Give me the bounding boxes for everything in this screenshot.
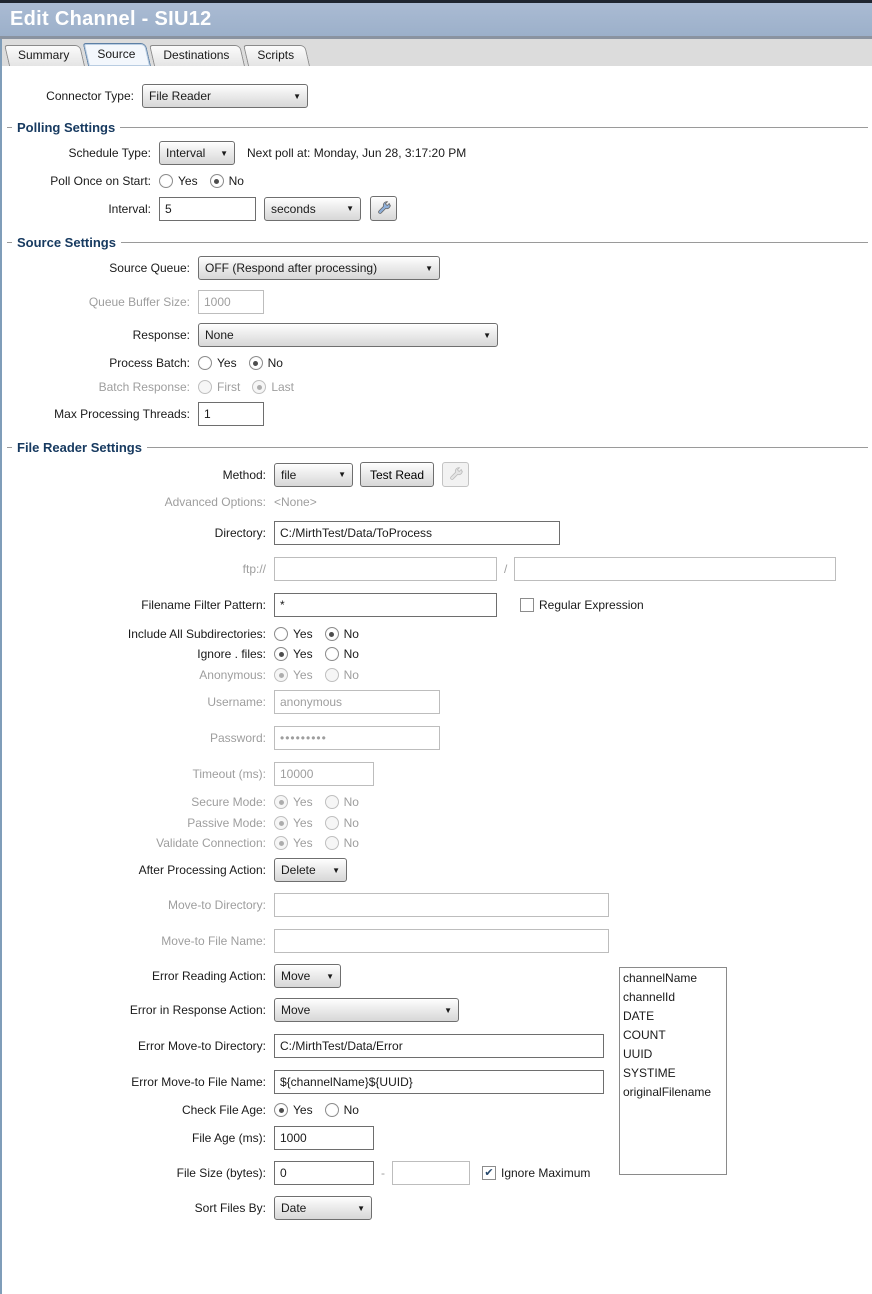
move-to-file-name-input	[274, 929, 609, 953]
row-move-to-directory	[2, 893, 872, 917]
validate-connection-yes-radio	[274, 836, 288, 850]
passive-mode-label: Passive Mode:	[187, 816, 266, 830]
row-error-move-name	[2, 1070, 872, 1094]
poll-once-no-radio[interactable]	[210, 174, 224, 188]
page-title: Edit Channel - SIU12	[10, 8, 212, 30]
ignore-maximum-checkbox[interactable]: ✔	[482, 1166, 496, 1180]
interval-unit-select[interactable]: seconds ▼	[264, 197, 361, 221]
error-response-action-label: Error in Response Action:	[129, 1003, 266, 1017]
list-item[interactable]: COUNT	[623, 1028, 666, 1042]
row-ftp	[2, 557, 872, 581]
validate-connection-label: Validate Connection:	[156, 836, 266, 850]
sort-by-select[interactable]: Date ▼	[274, 1196, 372, 1220]
move-to-file-name-label: Move-to File Name:	[161, 934, 266, 948]
row-queue-buffer-size	[2, 290, 872, 314]
list-item[interactable]: DATE	[623, 1009, 655, 1023]
tab-scripts[interactable]: Scripts	[248, 45, 310, 66]
window-titlebar	[0, 0, 872, 39]
advanced-method-settings-button	[442, 462, 469, 487]
list-item[interactable]: channelName	[623, 971, 698, 985]
move-to-directory-input	[274, 893, 609, 917]
batch-response-label: Batch Response:	[98, 380, 190, 394]
process-batch-label: Process Batch:	[109, 356, 190, 370]
interval-label: Interval:	[108, 201, 151, 216]
row-validate-connection: Validate Connection: Yes No	[2, 836, 872, 850]
anonymous-label: Anonymous:	[199, 668, 266, 682]
row-filename-filter	[2, 593, 872, 617]
process-batch-yes-radio[interactable]	[198, 356, 212, 370]
timeout-label: Timeout (ms):	[192, 767, 266, 781]
batch-response-last-radio	[252, 380, 266, 394]
method-label: Method:	[222, 467, 266, 482]
advanced-options-value: <None>	[274, 495, 317, 509]
check-file-age-no-radio[interactable]	[325, 1103, 339, 1117]
chevron-down-icon: ▼	[338, 470, 346, 479]
error-response-action-select[interactable]: Move ▼	[274, 998, 459, 1022]
row-poll-once: Poll Once on Start: Yes No	[2, 174, 872, 188]
connector-type-select[interactable]: File Reader ▼	[142, 84, 308, 108]
source-settings-title: Source Settings	[17, 234, 116, 250]
connector-type-label: Connector Type:	[46, 89, 134, 103]
ignore-maximum-label: Ignore Maximum	[501, 1166, 591, 1180]
file-age-label: File Age (ms):	[191, 1131, 266, 1145]
error-move-name-label: Error Move-to File Name:	[131, 1075, 266, 1089]
anonymous-yes-radio	[274, 668, 288, 682]
row-anonymous: Anonymous: Yes No	[2, 668, 872, 682]
file-size-label: File Size (bytes):	[176, 1166, 266, 1180]
row-sort-by	[2, 1196, 872, 1220]
include-subdirs-yes-radio[interactable]	[274, 627, 288, 641]
row-username	[2, 690, 872, 714]
row-file-size	[2, 1161, 872, 1185]
directory-label: Directory:	[214, 526, 266, 540]
timeout-input	[274, 762, 374, 786]
source-tab-panel	[2, 84, 872, 1230]
check-file-age-label: Check File Age:	[181, 1103, 266, 1117]
sort-by-label: Sort Files By:	[194, 1201, 266, 1215]
passive-mode-no-radio	[325, 816, 339, 830]
row-schedule-type	[2, 141, 872, 165]
row-file-age	[2, 1126, 872, 1150]
row-process-batch: Process Batch: Yes No	[2, 356, 872, 370]
source-settings-section-header	[7, 233, 868, 251]
row-move-to-file-name	[2, 929, 872, 953]
row-secure-mode: Secure Mode: Yes No	[2, 795, 872, 809]
error-move-name-input[interactable]	[274, 1070, 604, 1094]
tab-source[interactable]: Source	[88, 43, 151, 66]
chevron-down-icon: ▼	[357, 1203, 365, 1213]
directory-input[interactable]	[274, 521, 560, 545]
ftp-host-input	[274, 557, 497, 581]
list-item[interactable]: UUID	[623, 1047, 653, 1061]
row-interval	[2, 196, 872, 221]
row-source-queue	[2, 256, 872, 280]
row-passive-mode: Passive Mode: Yes No	[2, 816, 872, 830]
source-queue-select[interactable]: OFF (Respond after processing) ▼	[198, 256, 440, 280]
next-poll-text: Next poll at: Monday, Jun 28, 3:17:20 PM	[247, 146, 467, 160]
test-read-button[interactable]: Test Read	[360, 462, 434, 487]
error-move-dir-input[interactable]	[274, 1034, 604, 1058]
ignore-dot-files-no-radio[interactable]	[325, 647, 339, 661]
move-to-directory-label: Move-to Directory:	[167, 898, 266, 912]
include-subdirs-no-radio[interactable]	[325, 627, 339, 641]
check-file-age-yes-radio[interactable]	[274, 1103, 288, 1117]
response-select[interactable]: None ▼	[198, 323, 498, 347]
chevron-down-icon: ▼	[444, 1005, 452, 1015]
row-response	[2, 323, 872, 347]
row-error-move-dir	[2, 1034, 872, 1058]
row-error-reading-action	[2, 964, 872, 988]
after-processing-action-label: After Processing Action:	[138, 863, 266, 877]
row-ignore-dot-files: Ignore . files: Yes No	[2, 647, 872, 661]
batch-response-first-radio	[198, 380, 212, 394]
row-connector-type	[2, 84, 872, 108]
chevron-down-icon: ▼	[220, 148, 228, 158]
ftp-path-input	[514, 557, 836, 581]
schedule-type-select[interactable]: Interval ▼	[159, 141, 235, 165]
file-reader-settings-section-header	[7, 438, 868, 456]
method-select[interactable]: file ▼	[274, 463, 353, 487]
chevron-down-icon: ▼	[293, 91, 301, 101]
row-max-threads	[2, 402, 872, 426]
file-size-max-input	[392, 1161, 470, 1185]
response-label: Response:	[132, 328, 190, 342]
file-size-min-input[interactable]	[274, 1161, 374, 1185]
include-subdirs-label: Include All Subdirectories:	[127, 627, 266, 641]
tab-strip	[2, 39, 872, 66]
username-label: Username:	[207, 695, 266, 709]
password-input	[274, 726, 440, 750]
regex-checkbox[interactable]	[520, 598, 534, 612]
polling-settings-title: Polling Settings	[17, 119, 116, 135]
filename-filter-input[interactable]	[274, 593, 497, 617]
process-batch-no-radio[interactable]	[249, 356, 263, 370]
ftp-label: ftp://	[242, 562, 266, 576]
ftp-separator: /	[504, 562, 508, 576]
list-item[interactable]: originalFilename	[623, 1085, 712, 1099]
row-check-file-age: Check File Age: Yes No	[2, 1103, 872, 1117]
secure-mode-label: Secure Mode:	[191, 795, 266, 809]
polling-settings-section-header	[7, 118, 868, 136]
error-reading-action-select[interactable]: Move ▼	[274, 964, 341, 988]
max-threads-input[interactable]	[198, 402, 264, 426]
row-method	[2, 462, 872, 487]
wrench-icon	[448, 467, 464, 483]
secure-mode-no-radio	[325, 795, 339, 809]
chevron-down-icon: ▼	[483, 330, 491, 340]
chevron-down-icon: ▼	[425, 263, 433, 273]
wrench-icon	[376, 201, 392, 217]
queue-buffer-size-input	[198, 290, 264, 314]
schedule-type-label: Schedule Type:	[68, 146, 151, 160]
row-password	[2, 726, 872, 750]
anonymous-no-radio	[325, 668, 339, 682]
row-directory	[2, 521, 872, 545]
file-age-input[interactable]	[274, 1126, 374, 1150]
password-label: Password:	[209, 731, 266, 745]
ignore-dot-files-label: Ignore . files:	[197, 647, 266, 661]
filename-variables-listbox[interactable]	[619, 967, 727, 1175]
row-after-processing-action	[2, 858, 872, 882]
row-error-response-action	[2, 998, 872, 1022]
secure-mode-yes-radio	[274, 795, 288, 809]
error-reading-action-label: Error Reading Action:	[151, 969, 266, 983]
error-move-dir-label: Error Move-to Directory:	[137, 1039, 266, 1053]
list-item[interactable]: channelId	[623, 990, 676, 1004]
source-queue-label: Source Queue:	[109, 261, 190, 275]
regex-checkbox-label: Regular Expression	[539, 598, 644, 612]
tab-destinations[interactable]: Destinations	[154, 45, 245, 66]
filename-filter-label: Filename Filter Pattern:	[141, 598, 266, 612]
list-item[interactable]: SYSTIME	[623, 1066, 676, 1080]
ignore-dot-files-yes-radio[interactable]	[274, 647, 288, 661]
row-include-subdirs: Include All Subdirectories: Yes No	[2, 627, 872, 641]
poll-once-label: Poll Once on Start:	[50, 174, 151, 188]
interval-input[interactable]	[159, 197, 256, 221]
advanced-settings-button[interactable]	[370, 196, 397, 221]
file-size-dash: -	[381, 1166, 385, 1180]
chevron-down-icon: ▼	[326, 971, 334, 981]
tab-summary[interactable]: Summary	[9, 45, 85, 66]
row-advanced-options	[2, 495, 872, 509]
chevron-down-icon: ▼	[346, 204, 354, 213]
chevron-down-icon: ▼	[332, 865, 340, 875]
validate-connection-no-radio	[325, 836, 339, 850]
passive-mode-yes-radio	[274, 816, 288, 830]
max-threads-label: Max Processing Threads:	[54, 407, 190, 421]
queue-buffer-size-label: Queue Buffer Size:	[88, 295, 190, 309]
after-processing-action-select[interactable]: Delete ▼	[274, 858, 347, 882]
file-reader-settings-title: File Reader Settings	[17, 439, 142, 455]
poll-once-yes-radio[interactable]	[159, 174, 173, 188]
advanced-options-label: Advanced Options:	[164, 495, 266, 509]
row-batch-response: Batch Response: First Last	[2, 380, 872, 394]
username-input	[274, 690, 440, 714]
row-timeout	[2, 762, 872, 786]
